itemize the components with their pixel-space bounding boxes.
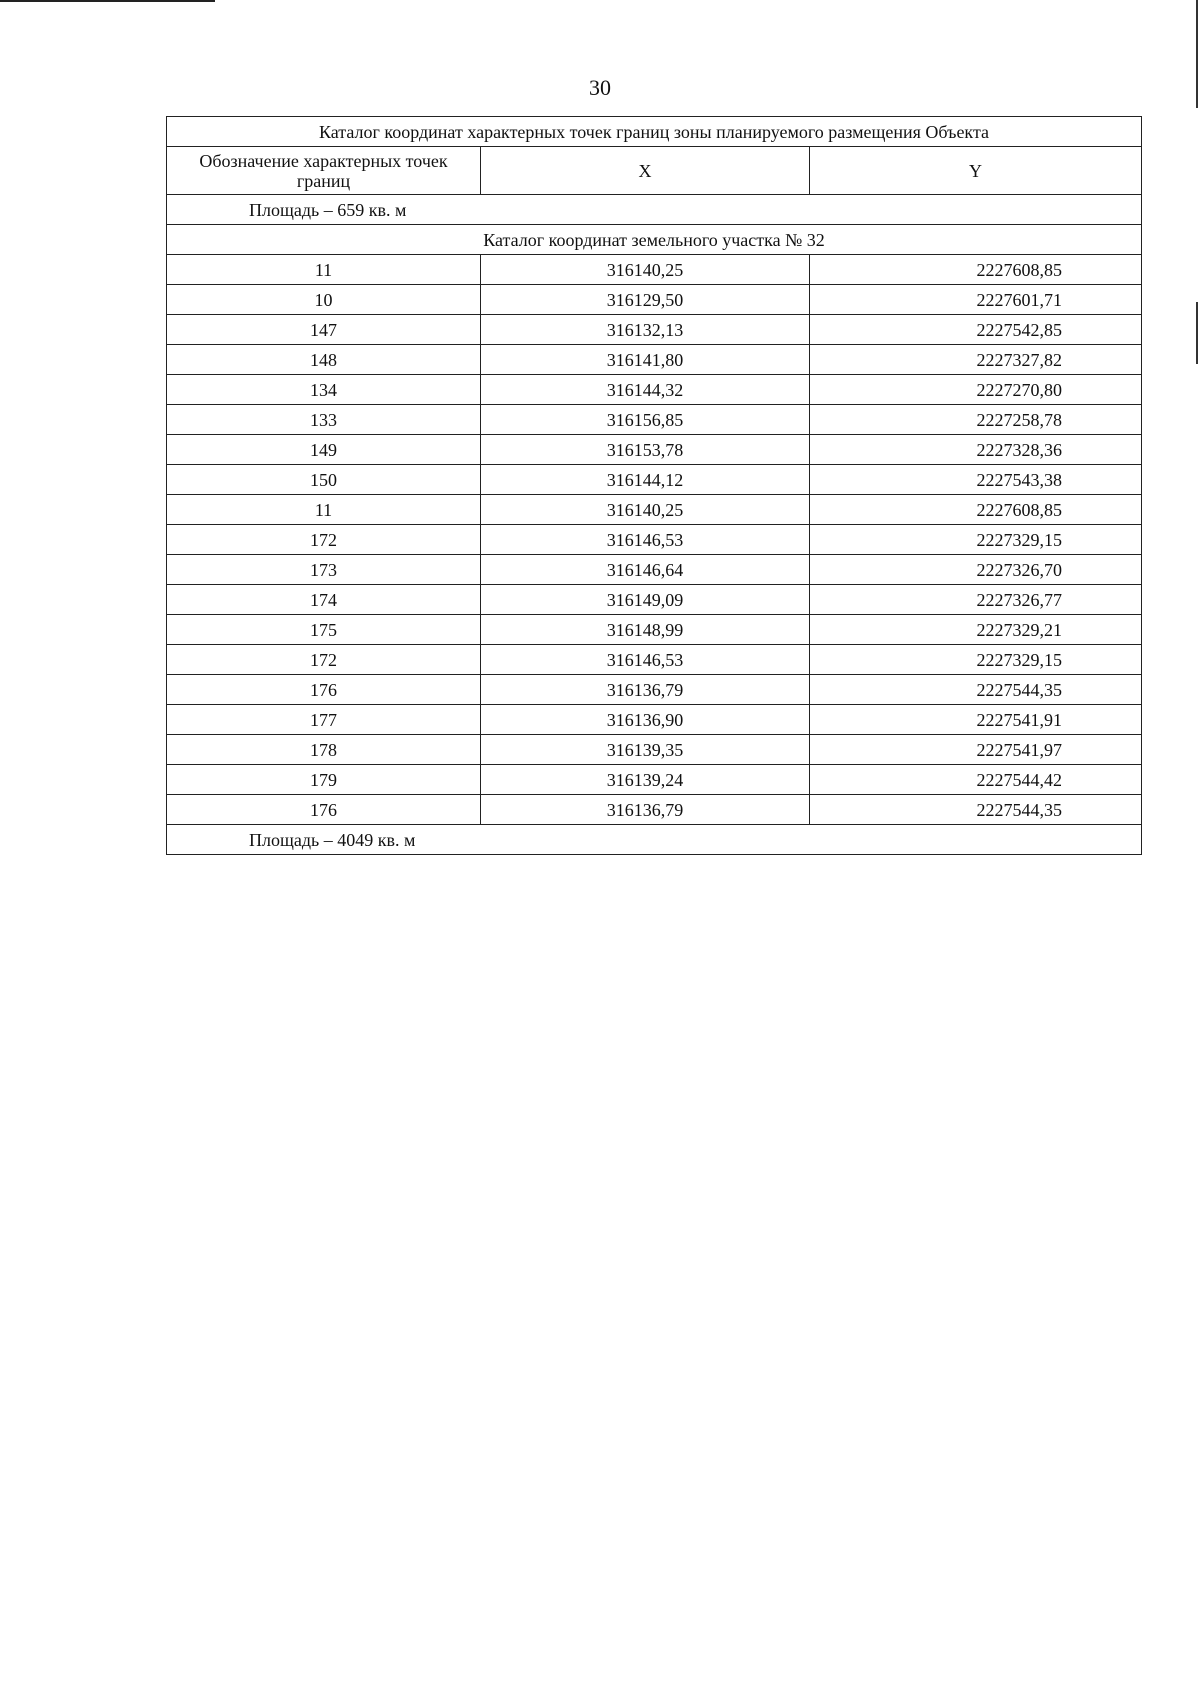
x-cell: 316146,53 (481, 525, 810, 555)
y-cell: 2227329,15 (810, 525, 1142, 555)
table-row (167, 645, 1142, 675)
x-cell: 316129,50 (481, 285, 810, 315)
scan-edge-mark-top (0, 0, 215, 2)
table-body (167, 117, 1142, 855)
table-row (167, 675, 1142, 705)
x-cell: 316146,64 (481, 555, 810, 585)
x-cell: 316139,35 (481, 735, 810, 765)
table-row (167, 285, 1142, 315)
x-cell: 316149,09 (481, 585, 810, 615)
header-y: Y (810, 147, 1142, 195)
table-title: Каталог координат характерных точек границ зоны планируемого размещения Объекта (167, 117, 1142, 147)
y-cell: 2227608,85 (810, 255, 1142, 285)
y-cell: 2227329,21 (810, 615, 1142, 645)
point-cell: 173 (167, 555, 481, 585)
area-label: Площадь – 4049 кв. м (167, 825, 1142, 855)
area-row (167, 825, 1142, 855)
y-cell: 2227329,15 (810, 645, 1142, 675)
x-cell: 316156,85 (481, 405, 810, 435)
y-cell: 2227542,85 (810, 315, 1142, 345)
table-row (167, 525, 1142, 555)
point-cell: 10 (167, 285, 481, 315)
table-row (167, 735, 1142, 765)
area-label: Площадь – 659 кв. м (167, 195, 1142, 225)
y-cell: 2227544,35 (810, 795, 1142, 825)
point-cell: 133 (167, 405, 481, 435)
area-row (167, 195, 1142, 225)
x-cell: 316139,24 (481, 765, 810, 795)
x-cell: 316132,13 (481, 315, 810, 345)
table-row (167, 465, 1142, 495)
x-cell: 316144,32 (481, 375, 810, 405)
point-cell: 134 (167, 375, 481, 405)
point-cell: 150 (167, 465, 481, 495)
coordinate-catalog-table (166, 116, 1142, 855)
header-point-designation: Обозначение характерных точек границ (167, 147, 481, 195)
y-cell: 2227326,70 (810, 555, 1142, 585)
point-cell: 177 (167, 705, 481, 735)
y-cell: 2227270,80 (810, 375, 1142, 405)
y-cell: 2227608,85 (810, 495, 1142, 525)
y-cell: 2227541,97 (810, 735, 1142, 765)
x-cell: 316144,12 (481, 465, 810, 495)
table-row (167, 435, 1142, 465)
y-cell: 2227543,38 (810, 465, 1142, 495)
point-cell: 147 (167, 315, 481, 345)
point-cell: 175 (167, 615, 481, 645)
y-cell: 2227544,35 (810, 675, 1142, 705)
table-row (167, 255, 1142, 285)
table-row (167, 495, 1142, 525)
page-number: 30 (589, 75, 611, 100)
point-cell: 172 (167, 645, 481, 675)
point-cell: 149 (167, 435, 481, 465)
x-cell: 316148,99 (481, 615, 810, 645)
x-cell: 316140,25 (481, 495, 810, 525)
table-row (167, 795, 1142, 825)
table-row (167, 585, 1142, 615)
y-cell: 2227327,82 (810, 345, 1142, 375)
table-row (167, 615, 1142, 645)
point-cell: 176 (167, 795, 481, 825)
point-cell: 179 (167, 765, 481, 795)
table-row (167, 765, 1142, 795)
scan-edge-mark-right (1196, 302, 1198, 364)
header-x: X (481, 147, 810, 195)
table-row (167, 315, 1142, 345)
y-cell: 2227328,36 (810, 435, 1142, 465)
table-title-row (167, 117, 1142, 147)
point-cell: 148 (167, 345, 481, 375)
x-cell: 316136,90 (481, 705, 810, 735)
x-cell: 316136,79 (481, 795, 810, 825)
table-row (167, 345, 1142, 375)
table-row (167, 375, 1142, 405)
point-cell: 172 (167, 525, 481, 555)
x-cell: 316146,53 (481, 645, 810, 675)
point-cell: 178 (167, 735, 481, 765)
point-cell: 174 (167, 585, 481, 615)
table-row (167, 405, 1142, 435)
y-cell: 2227601,71 (810, 285, 1142, 315)
y-cell: 2227541,91 (810, 705, 1142, 735)
table-header-row (167, 147, 1142, 195)
point-cell: 11 (167, 255, 481, 285)
subtitle-row (167, 225, 1142, 255)
y-cell: 2227544,42 (810, 765, 1142, 795)
table-row (167, 705, 1142, 735)
y-cell: 2227258,78 (810, 405, 1142, 435)
x-cell: 316140,25 (481, 255, 810, 285)
x-cell: 316153,78 (481, 435, 810, 465)
y-cell: 2227326,77 (810, 585, 1142, 615)
table-row (167, 555, 1142, 585)
x-cell: 316136,79 (481, 675, 810, 705)
land-plot-subtitle: Каталог координат земельного участка № 32 (167, 225, 1142, 255)
x-cell: 316141,80 (481, 345, 810, 375)
point-cell: 176 (167, 675, 481, 705)
point-cell: 11 (167, 495, 481, 525)
